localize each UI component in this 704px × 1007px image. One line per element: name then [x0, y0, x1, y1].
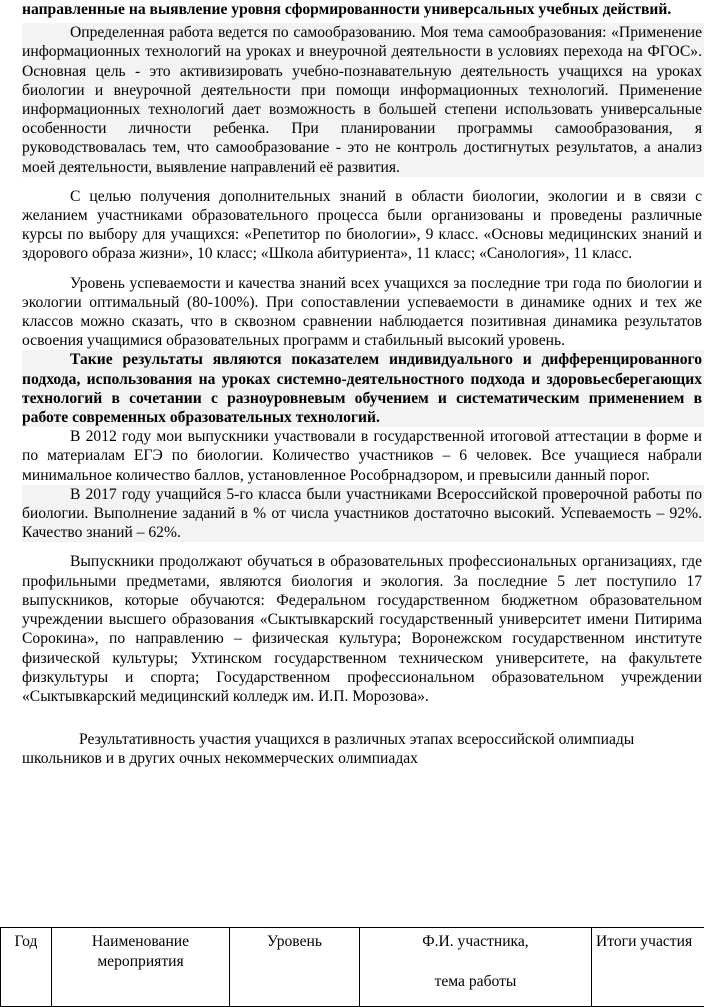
- header-participant-line1: Ф.И. участника,: [364, 932, 587, 952]
- paragraph-ege-2012: В 2012 году мои выпускники участвовали в государственной итоговой аттестации в форме и по материалам ЕГЭ по биологии. Количество участников – 6 человек. Все учащиеся набрали минимальное количество баллов, установленное Рособрнадзором, и превысили данный порог.: [22, 427, 704, 485]
- header-level: [230, 928, 360, 1007]
- header-event: [52, 928, 230, 1007]
- table-caption: Результативность участия учащихся в различных этапах всероссийской олимпиады школьников и в других очных некоммерческих олимпиадах: [22, 730, 704, 768]
- header-year: [1, 928, 52, 1007]
- document-body: [22, 0, 704, 769]
- paragraph-graduates: Выпускники продолжают обучаться в образовательных профессиональных организациях, где профильными предметами, являются биология и экология. За последние 5 лет поступило 17 выпускников, которые обучаются: Федеральном государственном бюджетном образовательном учреждении высшего образования «Сыктывкарский государственный университет имени Питирима Сорокина», по направлению – физическая культура; Воронежском государственном институте физической культуры; Ухтинском государственном техническом университете, на факультете физкультуры и спорта; Государственном профессиональном образовательном учреждении «Сыктывкарский медицинский колледж им. И.П. Морозова».: [22, 552, 704, 706]
- olympiad-results-table: [0, 927, 704, 1007]
- header-participant: [360, 928, 592, 1007]
- paragraph-performance-level: Уровень успеваемости и качества знаний всех учащихся за последние три года по биологии и экологии оптимальный (80-100%). При сопоставлении успеваемости в динамике одних и тех же классов можно сказать, что в сквозном сравнении наблюдается позитивная динамика результатов освоения учащимися образовательных программ и стабильный высокий уровень.: [22, 274, 704, 351]
- paragraph-results-summary: Такие результаты являются показателем индивидуального и дифференцированного подхода, использования на уроках системно-деятельностного подхода и здоровьесберегающих технологий в сочетании с разноуровневым обучением и систематическим применением в работе современных образовательных технологий.: [22, 350, 704, 427]
- header-result-label: Итоги участия: [596, 933, 692, 950]
- paragraph-elective-courses: С целью получения дополнительных знаний в области биологии, экологии и в связи с желанием участниками образовательного процесса были организованы и проведены различные курсы по выбору для учащихся: «Репетитор по биологии», 9 класс. «Основы медицинских знаний и здорового образа жизни», 10 класс; «Школа абитуриента», 11 класс; «Санология», 11 класс.: [22, 187, 704, 264]
- paragraph-intro-continuation: направленные на выявление уровня сформированности универсальных учебных действий.: [22, 0, 704, 19]
- header-year-label: Год: [15, 933, 38, 950]
- header-event-line1: Наименование: [56, 932, 225, 952]
- header-event-line2: мероприятия: [56, 952, 225, 972]
- paragraph-self-education: Определенная работа ведется по самообразованию. Моя тема самообразования: «Применение информационных технологий на уроках и внеурочной деятельности в условиях перехода на ФГОС». Основная цель - это активизировать учебно-познавательную деятельность учащихся на уроках биологии и внеурочной деятельности при помощи информационных технологий. Применение информационных технологий дает возможность в большей степени использовать универсальные особенности личности ребенка. При планировании программы самообразования, я руководствовалась тем, что самообразование - это не контроль достигнутых результатов, а анализ моей деятельности, выявление направлений её развития.: [22, 23, 704, 177]
- table-header-row: [1, 928, 704, 1007]
- header-result: [592, 928, 704, 1007]
- header-participant-line2: тема работы: [364, 972, 587, 992]
- header-level-label: Уровень: [267, 933, 322, 950]
- paragraph-vpr-2017: В 2017 году учащийся 5-го класса были участниками Всероссийской проверочной работы по биологии. Выполнение заданий в % от числа участников достаточно высокий. Успеваемость – 92%. Качество знаний – 62%.: [22, 485, 704, 543]
